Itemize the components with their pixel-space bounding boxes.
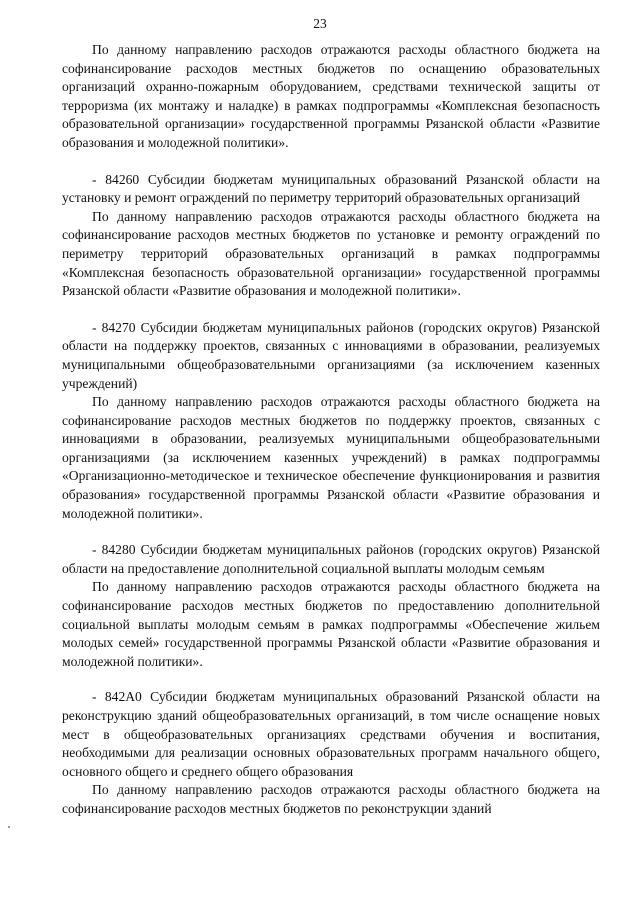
- paragraph-spacer: [62, 523, 600, 541]
- paragraph-spacer: [62, 301, 600, 319]
- document-body: [62, 41, 600, 819]
- paragraph-code-84280-expenses: По данному направлению расходов отражаются расходы областного бюджета на софинансирование расходов местных бюджетов по предоставлению дополнительной социальной выплаты молодым семьям в рамках подпрограммы «Обеспечение жильем молодых семей» государственной программы Рязанской области «Развитие образования и молодежной политики».: [62, 579, 600, 669]
- page-number: 23: [313, 16, 327, 31]
- paragraph-security-equipment-expenses: По данному направлению расходов отражаются расходы областного бюджета на софинансирование расходов местных бюджетов по оснащению образовательных организаций охранно-пожарным оборудованием, средствами технической защиты от терроризма (их монтажу и наладке) в рамках подпрограммы «Комплексная безопасность образовательной организации» государственной программы Рязанской области «Развитие образования и молодежной политики».: [62, 42, 600, 150]
- paragraph-code-842a0-heading: - 842А0 Субсидии бюджетам муниципальных образований Рязанской области на реконструкцию зданий общеобразовательных организаций, в том числе оснащение новых мест в общеобразовательных организациях средствами обучения и воспитания, необходимыми для реализации основных образовательных программ начального общего, основного общего и среднего общего образования: [62, 689, 600, 779]
- paragraph-code-842a0-expenses: По данному направлению расходов отражаются расходы областного бюджета на софинансирование расходов местных бюджетов по реконструкции зданий: [62, 782, 600, 816]
- paragraph-spacer: [62, 153, 600, 171]
- paragraph-spacer: [62, 671, 600, 688]
- scan-speck: [8, 826, 10, 828]
- paragraph-code-84270-expenses: По данному направлению расходов отражаются расходы областного бюджета на софинансирование расходов местных бюджетов по поддержку проектов, связанных с инновациями в образовании, реализуемых муниципальными общеобразовательными организациями (за исключением казенных учреждений) в рамках подпрограммы «Организационно-методическое и техническое обеспечение функционирования и развития образования» государственной программы Рязанской области «Развитие образования и молодежной политики».: [62, 394, 600, 521]
- paragraph-code-84270-heading: - 84270 Субсидии бюджетам муниципальных районов (городских округов) Рязанской области на поддержку проектов, связанных с инновациями в образовании, реализуемых муниципальными общеобразовательными организациями (за исключением казенных учреждений): [62, 319, 600, 391]
- paragraph-code-84260-heading: - 84260 Субсидии бюджетам муниципальных образований Рязанской области на установку и ремонт ограждений по периметру территорий образовательных организаций: [62, 171, 600, 206]
- paragraph-code-84260-expenses: По данному направлению расходов отражаются расходы областного бюджета на софинансирование расходов местных бюджетов по установке и ремонту ограждений по периметру территорий образовательных организаций в рамках подпрограммы «Комплексная безопасность образовательной организации» государственной программы Рязанской области «Развитие образования и молодежной политики».: [62, 208, 600, 299]
- paragraph-code-84280-heading: - 84280 Субсидии бюджетам муниципальных районов (городских округов) Рязанской области на предоставление дополнительной социальной выплаты молодым семьям: [62, 542, 600, 576]
